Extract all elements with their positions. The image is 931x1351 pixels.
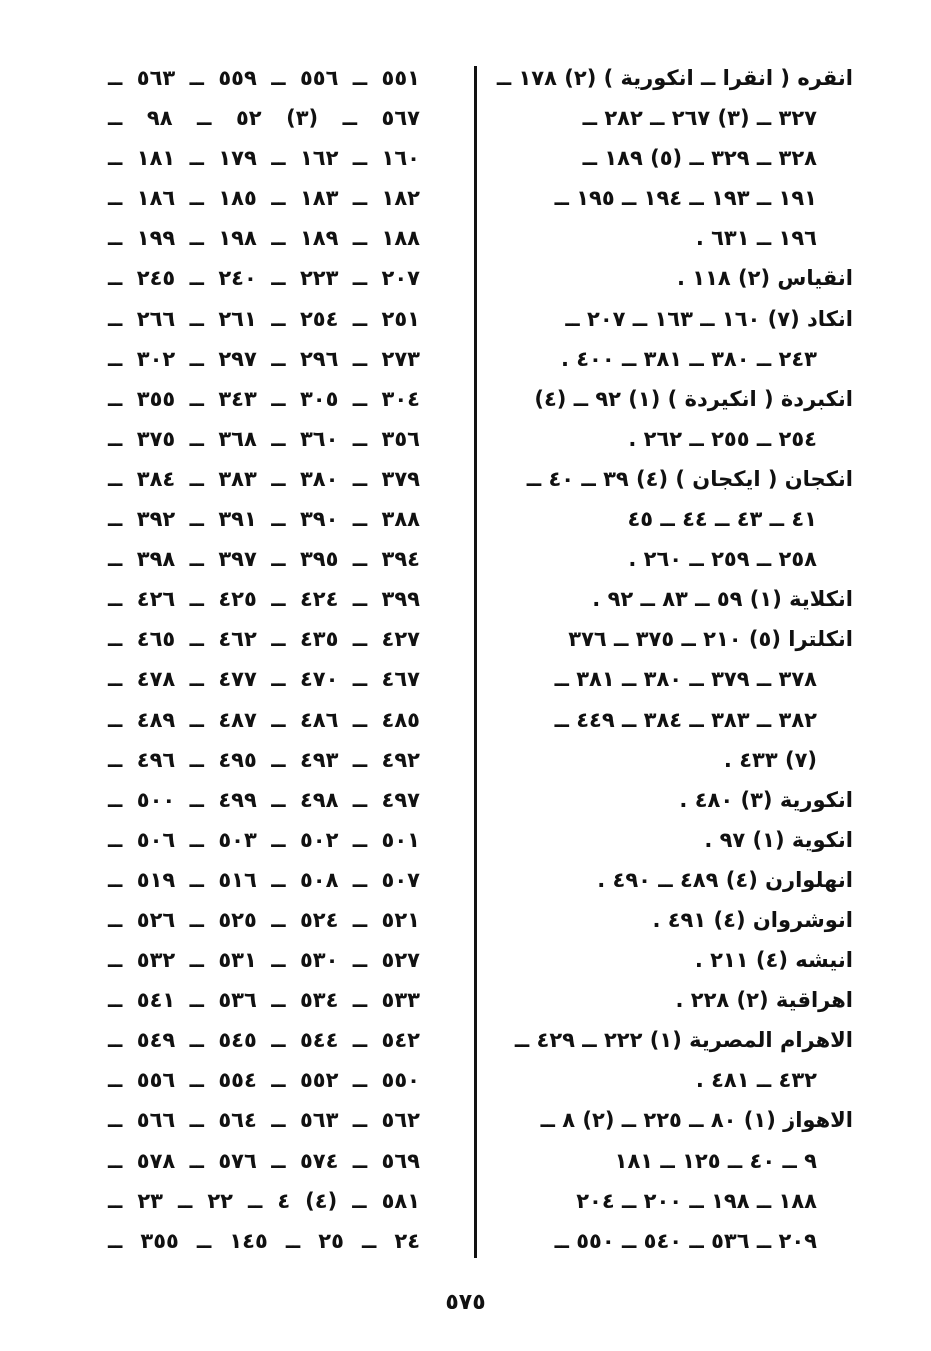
index-entry-line: انوشروان (٤) ٤٩١ . — [652, 907, 853, 932]
page-reference-line: ٤٦٧ ــ ٤٧٠ ــ ٤٧٧ ــ ٤٧٨ ــ — [108, 667, 420, 692]
page-reference-line: ٥٨١ ــ (٤) ٤ ــ ٢٢ ــ ٢٣ ــ — [108, 1188, 421, 1213]
page-reference-line: ٥٦٧ ــ (٣) ٥٢ ــ ٩٨ ــ — [108, 106, 420, 131]
index-entry-line: الاهرام المصرية (١) ٢٢٢ ــ ٤٢٩ ــ — [514, 1028, 853, 1053]
page-reference-line: ٤٨٥ ــ ٤٨٦ ــ ٤٨٧ ــ ٤٨٩ ــ — [108, 707, 420, 732]
index-entry-line: انيشه (٤) ٢١١ . — [694, 948, 853, 973]
index-entry-line: ٩ ــ ٤٠ ــ ١٢٥ ــ ١٨١ — [614, 1148, 817, 1173]
page-reference-line: ٣٠٤ ــ ٣٠٥ ــ ٣٤٣ ــ ٣٥٥ ــ — [108, 386, 420, 411]
page-reference-line: ٢٥١ ــ ٢٥٤ ــ ٢٦١ ــ ٢٦٦ ــ — [108, 306, 420, 331]
column-divider — [474, 66, 477, 1258]
index-entry-line: ٣٨٢ ــ ٣٨٣ ــ ٣٨٤ ــ ٤٤٩ ــ — [554, 707, 817, 732]
page-reference-line: ٥٠١ ــ ٥٠٢ ــ ٥٠٣ ــ ٥٠٦ ــ — [108, 827, 420, 852]
index-entry-line: (٧) ٤٣٣ . — [723, 747, 817, 772]
page-reference-line: ٥٦٢ ــ ٥٦٣ ــ ٥٦٤ ــ ٥٦٦ ــ — [108, 1108, 420, 1133]
index-entry-line: الاهواز (١) ٨٠ ــ ٢٢٥ ــ (٢) ٨ ــ — [540, 1108, 853, 1133]
left-index-column — [108, 58, 420, 1261]
index-entry-line: انكجان ( ايكجان ) (٤) ٣٩ ــ ٤٠ ــ — [526, 466, 853, 491]
index-entry-line: انكوية (١) ٩٧ . — [704, 827, 853, 852]
index-entry-line: انهلوارن (٤) ٤٨٩ ــ ٤٩٠ . — [597, 867, 853, 892]
index-entry-line: ١٩١ ــ ١٩٣ ــ ١٩٤ ــ ١٩٥ ــ — [554, 186, 817, 211]
index-entry-line: انكلترا (٥) ٢١٠ ــ ٣٧٥ ــ ٣٧٦ — [568, 627, 853, 652]
index-entry-line: انكلاية (١) ٥٩ ــ ٨٣ ــ ٩٢ . — [592, 587, 853, 612]
page-reference-line: ٥٥٠ ــ ٥٥٢ ــ ٥٥٤ ــ ٥٥٦ ــ — [108, 1068, 420, 1093]
index-entry-line: اهراقية (٢) ٢٢٨ . — [675, 988, 853, 1013]
index-entry-line: ١٩٦ ــ ٦٣١ . — [695, 226, 817, 251]
page-reference-line: ٣٧٩ ــ ٣٨٠ ــ ٣٨٣ ــ ٣٨٤ ــ — [108, 466, 420, 491]
index-entry-line: ٣٢٧ ــ (٣) ٢٦٧ ــ ٢٨٢ ــ — [582, 106, 817, 131]
page-reference-line: ١٦٠ ــ ١٦٢ ــ ١٧٩ ــ ١٨١ ــ — [108, 146, 420, 171]
page-reference-line: ٥٠٧ ــ ٥٠٨ ــ ٥١٦ ــ ٥١٩ ــ — [108, 867, 420, 892]
index-entry-line: ٢٠٩ ــ ٥٣٦ ــ ٥٤٠ ــ ٥٥٠ ــ — [554, 1228, 817, 1253]
index-entry-line: ٢٤٣ ــ ٣٨٠ ــ ٣٨١ ــ ٤٠٠ . — [560, 346, 817, 371]
index-entry-line: ٣٢٨ ــ ٣٢٩ ــ (٥) ١٨٩ ــ — [582, 146, 817, 171]
page-reference-line: ٥٥١ ــ ٥٥٦ ــ ٥٥٩ ــ ٥٦٣ ــ — [108, 66, 420, 90]
page-reference-line: ٤٩٧ ــ ٤٩٨ ــ ٤٩٩ ــ ٥٠٠ ــ — [108, 787, 420, 812]
page-reference-line: ١٨٨ ــ ١٨٩ ــ ١٩٨ ــ ١٩٩ ــ — [108, 226, 420, 251]
page-reference-line: ٥٢١ ــ ٥٢٤ ــ ٥٢٥ ــ ٥٢٦ ــ — [108, 907, 420, 932]
index-entry-line: ١٨٨ ــ ١٩٨ ــ ٢٠٠ ــ ٢٠٤ — [576, 1188, 817, 1213]
page-reference-line: ٥٦٩ ــ ٥٧٤ ــ ٥٧٦ ــ ٥٧٨ ــ — [108, 1148, 420, 1173]
index-entry-line: ٣٧٨ ــ ٣٧٩ ــ ٣٨٠ ــ ٣٨١ ــ — [554, 667, 817, 692]
index-entry-line: انقياس (٢) ١١٨ . — [676, 266, 853, 291]
page-reference-line: ٥٢٧ ــ ٥٣٠ ــ ٥٣١ ــ ٥٣٢ ــ — [108, 948, 420, 973]
page-reference-line: ٥٤٢ ــ ٥٤٤ ــ ٥٤٥ ــ ٥٤٩ ــ — [108, 1028, 420, 1053]
page-reference-line: ٤٩٢ ــ ٤٩٣ ــ ٤٩٥ ــ ٤٩٦ ــ — [108, 747, 420, 772]
page-reference-line: ٤٢٧ ــ ٤٣٥ ــ ٤٦٢ ــ ٤٦٥ ــ — [108, 627, 420, 652]
page-reference-line: ٢٠٧ ــ ٢٢٣ ــ ٢٤٠ ــ ٢٤٥ ــ — [108, 266, 420, 291]
page-reference-line: ٣٩٤ ــ ٣٩٥ ــ ٣٩٧ ــ ٣٩٨ ــ — [108, 547, 420, 572]
index-entry-line: ٤٣٢ ــ ٤٨١ . — [695, 1068, 817, 1093]
page-reference-line: ٢٧٣ ــ ٢٩٦ ــ ٢٩٧ ــ ٣٠٢ ــ — [108, 346, 420, 371]
index-entry-line: ٢٥٤ ــ ٢٥٥ ــ ٢٦٢ . — [628, 426, 817, 451]
index-entry-line: انكاد (٧) ١٦٠ ــ ١٦٣ ــ ٢٠٧ ــ — [565, 306, 853, 331]
page-reference-line: ٣٩٩ ــ ٤٢٤ ــ ٤٢٥ ــ ٤٢٦ ــ — [108, 587, 420, 612]
page-reference-line: ٥٣٣ ــ ٥٣٤ ــ ٥٣٦ ــ ٥٤١ ــ — [108, 988, 420, 1013]
page-reference-line: ٢٤ ــ ٢٥ ــ ١٤٥ ــ ٣٥٥ ــ — [108, 1228, 421, 1253]
right-index-column — [496, 58, 853, 1261]
page-reference-line: ٣٨٨ ــ ٣٩٠ ــ ٣٩١ ــ ٣٩٢ ــ — [108, 507, 420, 532]
index-entry-line: ٤١ ــ ٤٣ ــ ٤٤ ــ ٤٥ — [627, 507, 817, 532]
index-entry-line: انكبردة ( انكيردة ) (١) ٩٢ ــ (٤) — [534, 386, 853, 411]
index-entry-line: انكورية (٣) ٤٨٠ . — [679, 787, 853, 812]
page-reference-line: ٣٥٦ ــ ٣٦٠ ــ ٣٦٨ ــ ٣٧٥ ــ — [108, 426, 420, 451]
index-entry-line: ٢٥٨ ــ ٢٥٩ ــ ٢٦٠ . — [628, 547, 817, 572]
page-reference-line: ١٨٢ ــ ١٨٣ ــ ١٨٥ ــ ١٨٦ ــ — [108, 186, 420, 211]
index-entry-line: انقره ( انقرا ــ انكورية ) (٢) ١٧٨ ــ — [496, 66, 853, 90]
page-number: ٥٧٥ — [445, 1290, 486, 1315]
